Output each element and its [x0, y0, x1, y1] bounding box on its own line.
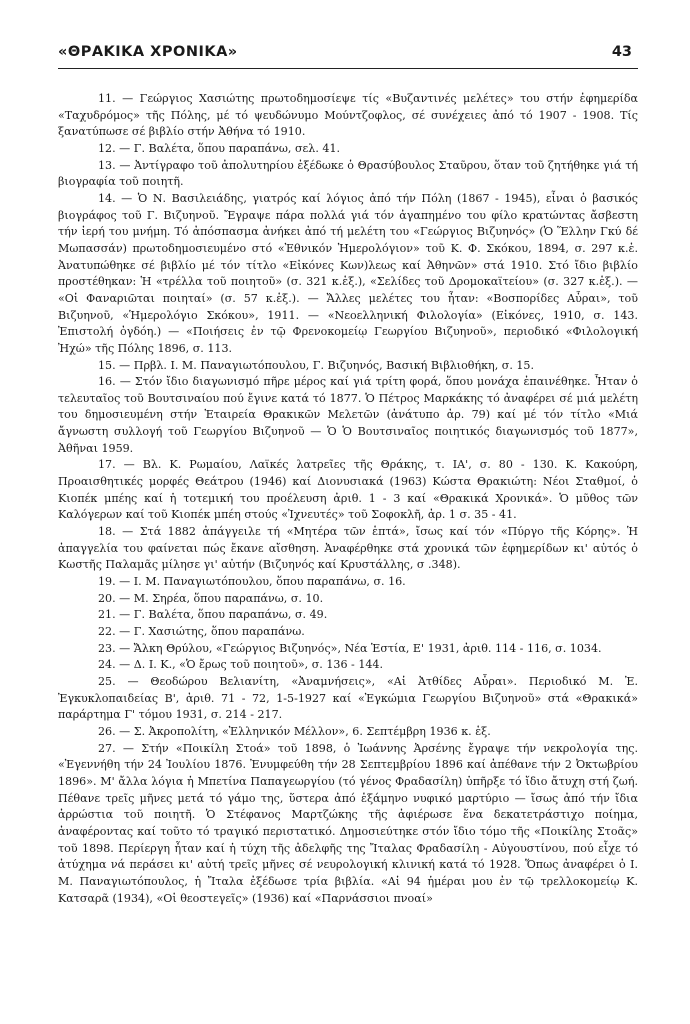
note-16: 16. — Στόν ἴδιο διαγωνισμό πῆρε μέρος καί γιά τρίτη φορά, ὅπου μονάχα ἐπαινέθηκε. Ἦταν ὁ τελευταῖος τοῦ Βουτσιναίου πού ἔγινε κατά τό 1877. Ὁ Πέτρος Μαρκάκης τό ἀναφέρει σέ μιά μελέτη του δημοσιευμένη στήν Ἑταιρεία Θρακικῶν Μελετῶν (ἀνάτυπο ἀρ. 79) καί μέ τόν τίτλο «Μιά ἄγνωστη συλλογή τοῦ Γεωργίου Βιζυηνοῦ — Ὁ Ὁ Βουτσιναῖος ποιητικός διαγωνισμός τοῦ 1877», Ἀθῆναι 1959. — [58, 375, 638, 455]
note-27: 27. — Στήν «Ποικίλη Στοά» τοῦ 1898, ὁ Ἰωάννης Ἀρσένης ἔγραψε τήν νεκρολογία της. «Ἐγεννήθη τήν 24 Ἰουλίου 1876. Ἐνυμφεύθη τήν 28 Σεπτεμβρίου 1896 καί ἀπέθανε τήν 2 Ὀκτωβρίου 1896». Μ' ἄλλα λόγια ἡ Μπετίνα Παπαγεωργίου (τό γένος Φραδασίλη) ὑπῆρξε τό ἴδιο ἄτυχη στή ζωή. Πέθανε τρεῖς μῆνες μετά τό γάμο της, ὕστερα ἀπό ἑξάμηνο νυφικό μαρτύριο — ἴσως ἀπό τήν ἴδια ἀρρώστια τοῦ ποιητῆ. Ὁ Στέφανος Μαρτζώκης τῆς ἀφιέρωσε ἕνα δεκατετράστιχο ποίημα, ἀναφέροντας καί τοῦτο τό τραγικό περιστατικό. Δημοσιεύτηκε στόν ἴδιο τόμο τῆς «Ποικίλης Στοᾶς» τοῦ 1898. Περίεργη ἦταν καί ἡ τύχη τῆς ἀδελφῆς της Ἴταλας Φραδασίλη - Αὐγουστίνου, πού εἶχε τό ἀτύχημα νά περάσει κι' αὐτή τρεῖς μῆνες σέ νευρολογική κλινική κατά τό 1928. Ὅπως ἀναφέρει ὁ Ι. Μ. Παναγιωτόπουλος, ἡ Ἴταλα ἐξέδωσε τρία βιβλία. «Αἱ 94 ἡμέραι μου ἐν τῷ τρελλοκομείῳ Κ. Κατσαρᾶ (1934), «Οἱ θεοστεγεῖς» (1936) καί «Παρνάσσιοι πνοαί» — [58, 741, 638, 905]
running-title: «ΘΡΑΚΙΚΑ ΧΡΟΝΙΚΑ» — [58, 44, 238, 60]
note-13: 13. — Ἀντίγραφο τοῦ ἀπολυτηρίου ἐξέδωκε ὁ Θρασύβουλος Σταῦρου, ὅταν τοῦ ζητήθηκε γιά τή βιογραφία τοῦ ποιητῆ. — [58, 158, 638, 189]
note-24: 24. — Δ. Ι. Κ., «Ὁ ἔρως τοῦ ποιητοῦ», σ. 136 - 144. — [98, 658, 384, 672]
note-26: 26. — Σ. Ἀκροπολίτη, «Ἑλληνικόν Μέλλον», 6. Σεπτέμβρη 1936 κ. ἑξ. — [98, 724, 491, 738]
note-11: 11. — Γεώργιος Χασιώτης πρωτοδημοσίεψε τίς «Βυζαντινές μελέτες» του στήν ἐφημερίδα «Ταχυδρόμος» τῆς Πόλης, μέ τό ψευδώνυμο Μούντζοφλος, σέ συνέχειες ἀπό τό 1907 - 1908. Τίς ξανατύπωσε σέ βιβλίο στήν Ἀθήνα τό 1910. — [58, 92, 638, 139]
note-20: 20. — Μ. Σηρέα, ὅπου παραπάνω, σ. 10. — [98, 591, 324, 605]
page-number: 43 — [611, 44, 632, 60]
note-15: 15. — Πρβλ. Ι. Μ. Παναγιωτόπουλου, Γ. Βιζυηνός, Βασική Βιβλιοθήκη, σ. 15. — [98, 358, 535, 372]
note-22: 22. — Γ. Χασιώτης, ὅπου παραπάνω. — [98, 625, 305, 638]
footnotes — [58, 91, 638, 907]
document-page — [58, 0, 638, 1024]
note-19: 19. — Ι. Μ. Παναγιωτόπουλου, ὅπου παραπάνω, σ. 16. — [98, 575, 406, 589]
note-12: 12. — Γ. Βαλέτα, ὅπου παραπάνω, σελ. 41. — [98, 141, 341, 155]
note-14: 14. — Ὁ Ν. Βασιλειάδης, γιατρός καί λόγιος ἀπό τήν Πόλη (1867 - 1945), εἶναι ὁ βασικός βιογράφος τοῦ Γ. Βιζυηνοῦ. Ἔγραψε πάρα πολλά γιά τόν ἀγαπημένο του φίλο κρατώντας ἄσβεστη τήν ἱερή του μνήμη. Τό ἀπόσπασμα ἀνήκει ἀπό τή μελέτη του «Γεώργιος Βιζυηνός» (Ὁ Ἕλλην Γκύ δέ Μωπασσάν) πρωτοδημοσιευμένο στό «Ἐθνικόν Ἡμερολόγιον» τοῦ Κ. Φ. Σκόκου, 1894, σ. 297 κ.ἑ. Ἀνατυπώθηκε σέ βιβλίο μέ τόν τίτλο «Εἰκόνες Κων)λεως καί Ἀθηνῶν» στά 1910. Στό ἴδιο βιβλίο προστέθηκαν: Ἡ «τρέλλα τοῦ ποιητοῦ» (σ. 321 κ.ἑξ.), «Σελίδες τοῦ Δρομοκαϊτείου» (σ. 327 κ.ἑξ.). — «Οἱ Φαναριῶται ποιηταί» (σ. 57 κ.ἑξ.). — Ἄλλες μελέτες του ἦταν: «Βοσπορίδες Αὖραι», τοῦ Βιζυηνοῦ, «Ἡμερολόγιο Σκόκου», 1911. — «Νεοελληνική Φιλολογία» (Εἰκόνες, 1910, σ. 143. Ἐπιστολή ὀγδόη.) — «Ποιήσεις ἐν τῷ Φρενοκομείῳ Γεωργίου Βιζυηνοῦ», περιοδικό «Φιλολογική Ἠχώ» τῆς Πόλης 1896, σ. 113. — [58, 191, 638, 355]
note-17: 17. — Βλ. Κ. Ρωμαίου, Λαϊκές λατρεῖες τῆς Θράκης, τ. ΙΑ', σ. 80 - 130. Κ. Κακούρη, Προαισθητικές μορφές Θεάτρου (1946) καί Διονυσιακά (1963) Κώστα Θρακιώτη: Νέοι Σταθμοί, ὁ Κιοπέκ μπέης καί ἡ τοτεμική του προέλευση ἀριθ. 1 - 3 καί «Θρακικά Χρονικά». Ὁ μῦθος τῶν Καλόγερων καί τοῦ Κιοπέκ μπέη στούς «Ἰχνευτές» τοῦ Σοφοκλῆ, ἀρ. 1 σ. 35 - 41. — [58, 458, 638, 522]
note-18: 18. — Στά 1882 ἀπάγγειλε τή «Μητέρα τῶν ἑπτά», ἴσως καί τόν «Πύργο τῆς Κόρης». Ἡ ἀπαγγελία του φαίνεται πώς ἔκανε αἴσθηση. Ἀναφέρθηκε στά χρονικά τῶν ἐφημερίδων κι' αὐτός ὁ Κωστῆς Παλαμᾶς μίλησε γι' αὐτήν (Βιζυηνός καί Κρυστάλλης, σ .348). — [58, 525, 638, 572]
note-25: 25. — Θεοδώρου Βελιανίτη, «Ἀναμνήσεις», «Αἱ Ἀτθίδες Αὖραι». Περιοδικό Μ. Ἐ. Ἐγκυκλοπαιδείας Β', ἀριθ. 71 - 72, 1-5-1927 καί «Ἐγκώμια Γεωργίου Βιζυηνοῦ» στά «Θρακικά» παράρτημα Γ' τόμου 1931, σ. 214 - 217. — [58, 674, 638, 722]
header-rule — [58, 68, 638, 69]
note-23: 23. — Ἄλκη Θρύλου, «Γεώργιος Βιζυηνός», Νέα Ἑστία, Ε' 1931, ἀριθ. 114 - 116, σ. 1034. — [98, 641, 602, 655]
note-21: 21. — Γ. Βαλέτα, ὅπου παραπάνω, σ. 49. — [98, 608, 328, 622]
page-header — [58, 44, 638, 70]
